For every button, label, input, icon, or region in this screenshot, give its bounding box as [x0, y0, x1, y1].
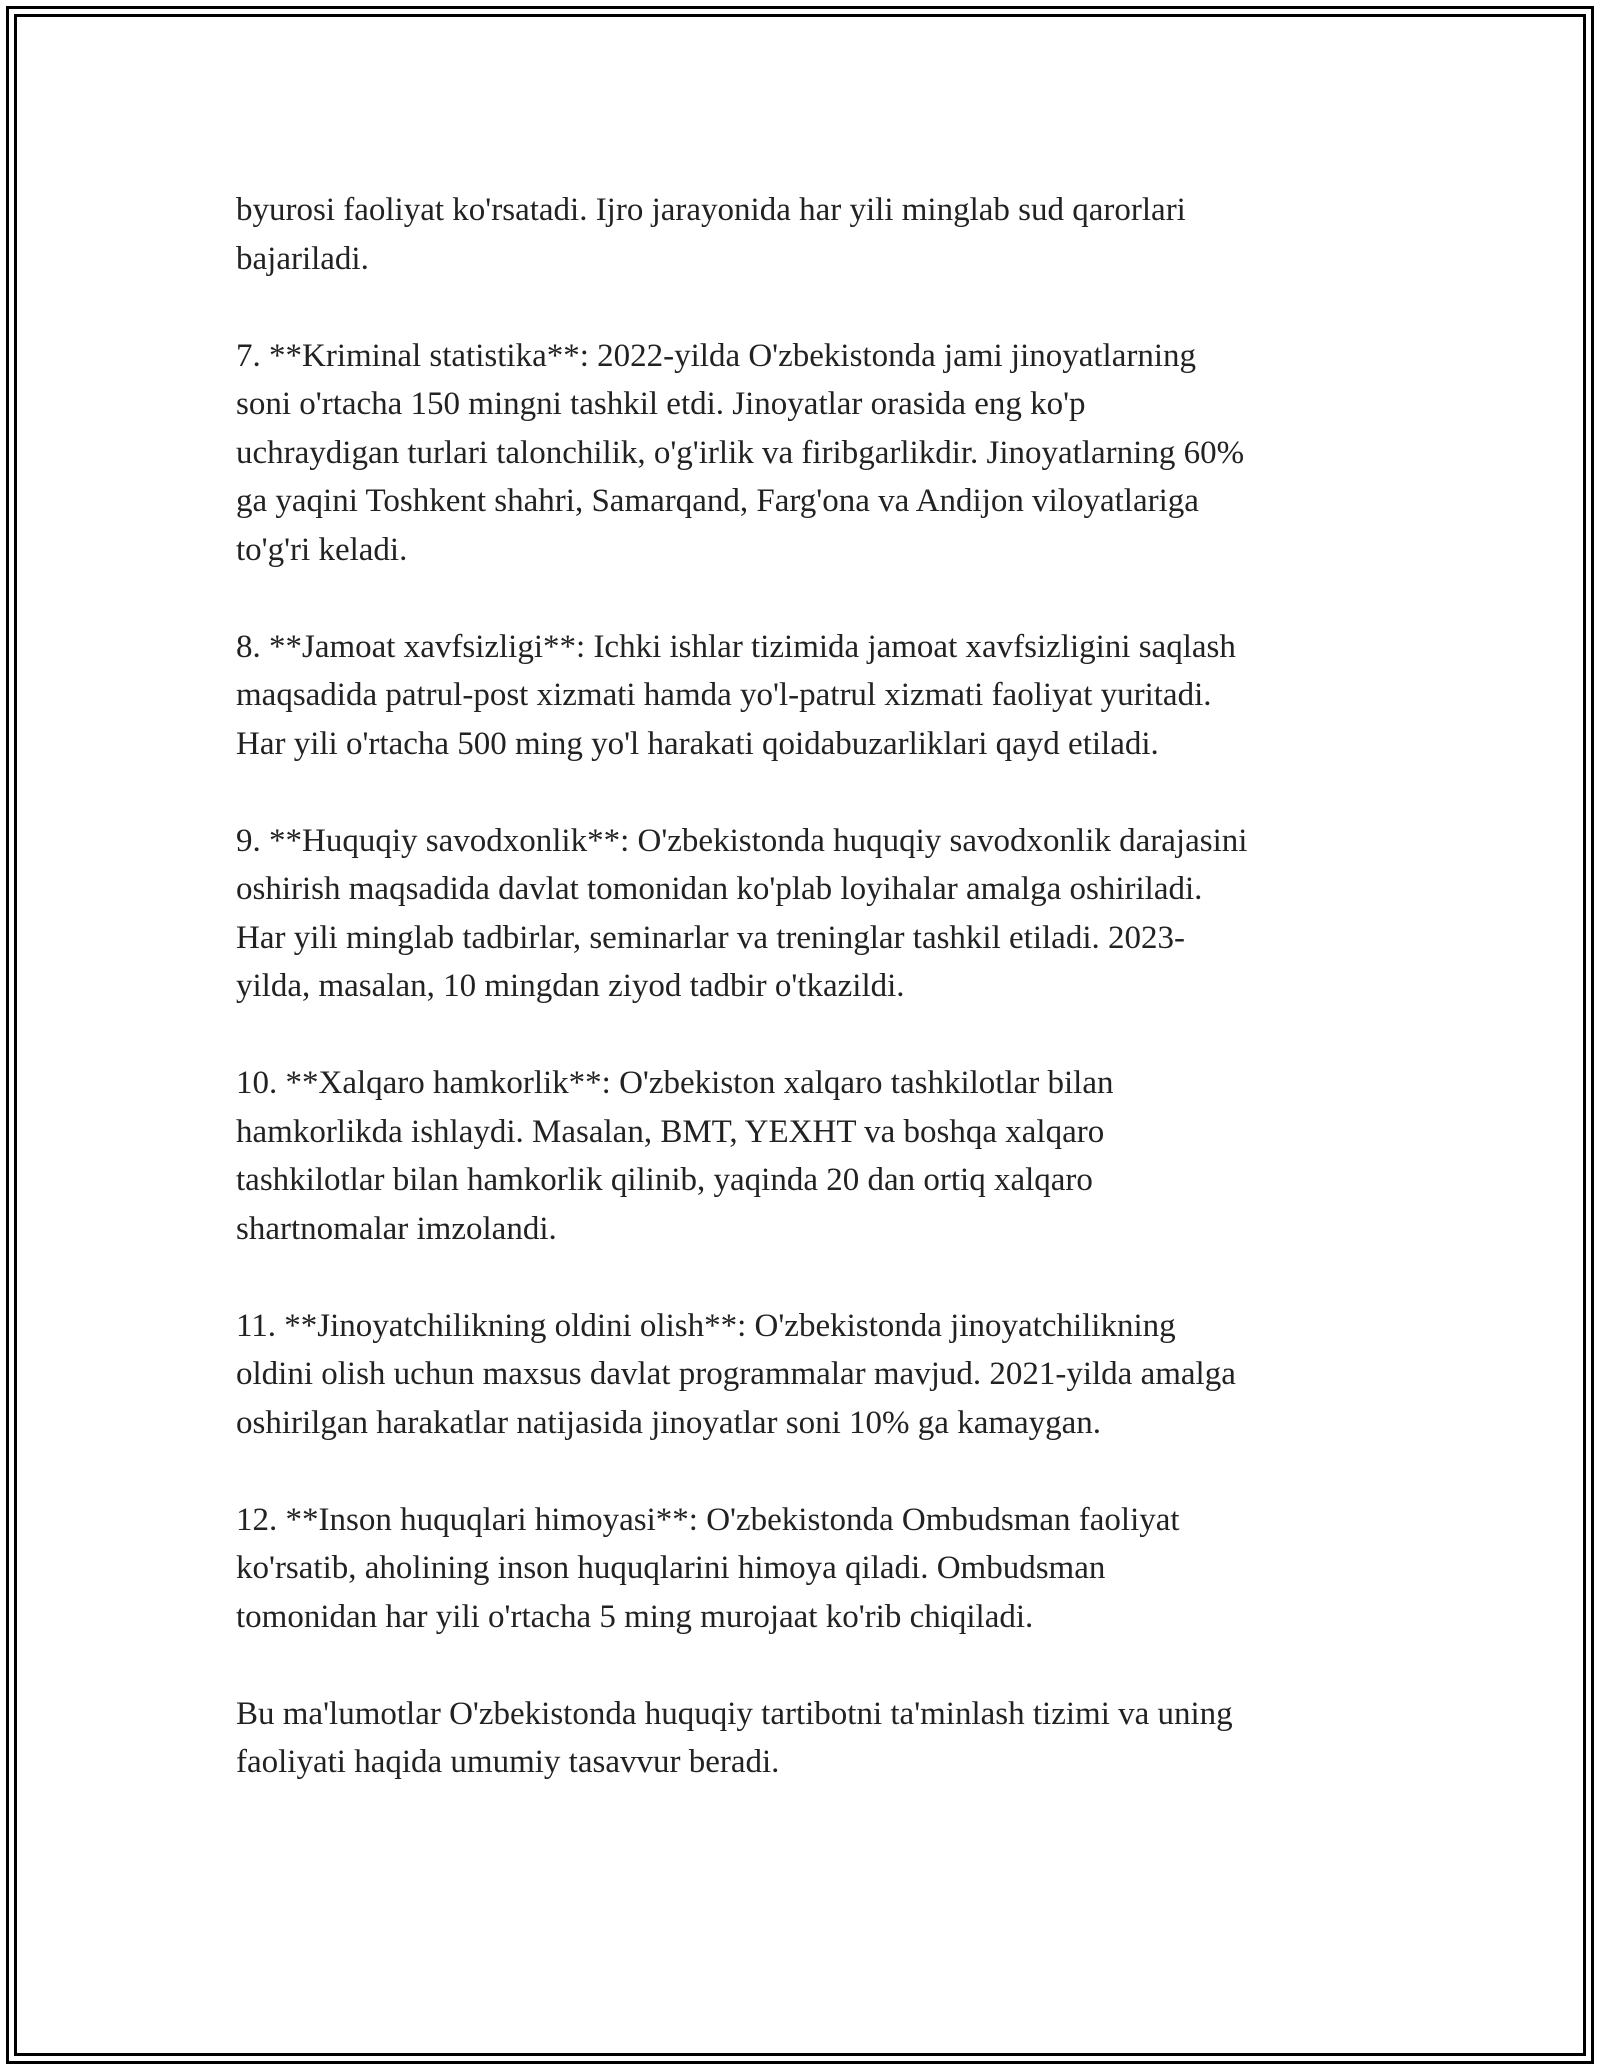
paragraph-jamoat-xavfsizligi: 8. **Jamoat xavfsizligi**: Ichki ishlar tizimida jamoat xavfsizligini saqlash maqsadida patrul-post xizmati hamda yo'l-patrul xizmati faoliyat yuritadi. Har yili o'rtacha 500 ming yo'l harakati qoidabuzarliklari qayd etiladi.: [236, 628, 1236, 762]
paragraph-jinoyatchilik-oldini-olish: 11. **Jinoyatchilikning oldini olish**: O'zbekistonda jinoyatchilikning oldini olish uchun maxsus davlat programmalar mavjud. 2021-yilda amalga oshirilgan harakatlar natijasida jinoyatlar soni 10% ga kamaygan.: [236, 1307, 1236, 1441]
paragraph-xalqaro-hamkorlik: 10. **Xalqaro hamkorlik**: O'zbekiston xalqaro tashkilotlar bilan hamkorlikda ishlaydi. Masalan, BMT, YEXHT va boshqa xalqaro tashkilotlar bilan hamkorlik qilinib, yaqinda 20 dan ortiq xalqaro shartnomalar imzolandi.: [236, 1065, 1114, 1247]
paragraph-continuation: byurosi faoliyat ko'rsatadi. Ijro jarayonida har yili minglab sud qarorlari bajariladi.: [236, 192, 1186, 277]
paragraph-kriminal-statistika: 7. **Kriminal statistika**: 2022-yilda O'zbekistonda jami jinoyatlarning soni o'rtacha 150 mingni tashkil etdi. Jinoyatlar orasida eng ko'p uchraydigan turlari talonchilik, o'g'irlik va firibgarlikdir. Jinoyatlarning 60% ga yaqini Toshkent shahri, Samarqand, Farg'ona va Andijon viloyatlariga to'g'ri keladi.: [236, 337, 1245, 568]
document-body: [236, 186, 1376, 1787]
paragraph-inson-huquqlari: 12. **Inson huquqlari himoyasi**: O'zbekistonda Ombudsman faoliyat ko'rsatib, aholining inson huquqlarini himoya qiladi. Ombudsman tomonidan har yili o'rtacha 5 ming murojaat ko'rib chiqiladi.: [236, 1501, 1180, 1635]
paragraph-huquqiy-savodxonlik: 9. **Huquqiy savodxonlik**: O'zbekistonda huquqiy savodxonlik darajasini oshirish maqsadida davlat tomonidan ko'plab loyihalar amalga oshiriladi. Har yili minglab tadbirlar, seminarlar va treninglar tashkil etiladi. 2023- yilda, masalan, 10 mingdan ziyod tadbir o'tkazildi.: [236, 822, 1248, 1004]
paragraph-conclusion: Bu ma'lumotlar O'zbekistonda huquqiy tartibotni ta'minlash tizimi va uning faoliyati haqida umumiy tasavvur beradi.: [236, 1695, 1233, 1780]
